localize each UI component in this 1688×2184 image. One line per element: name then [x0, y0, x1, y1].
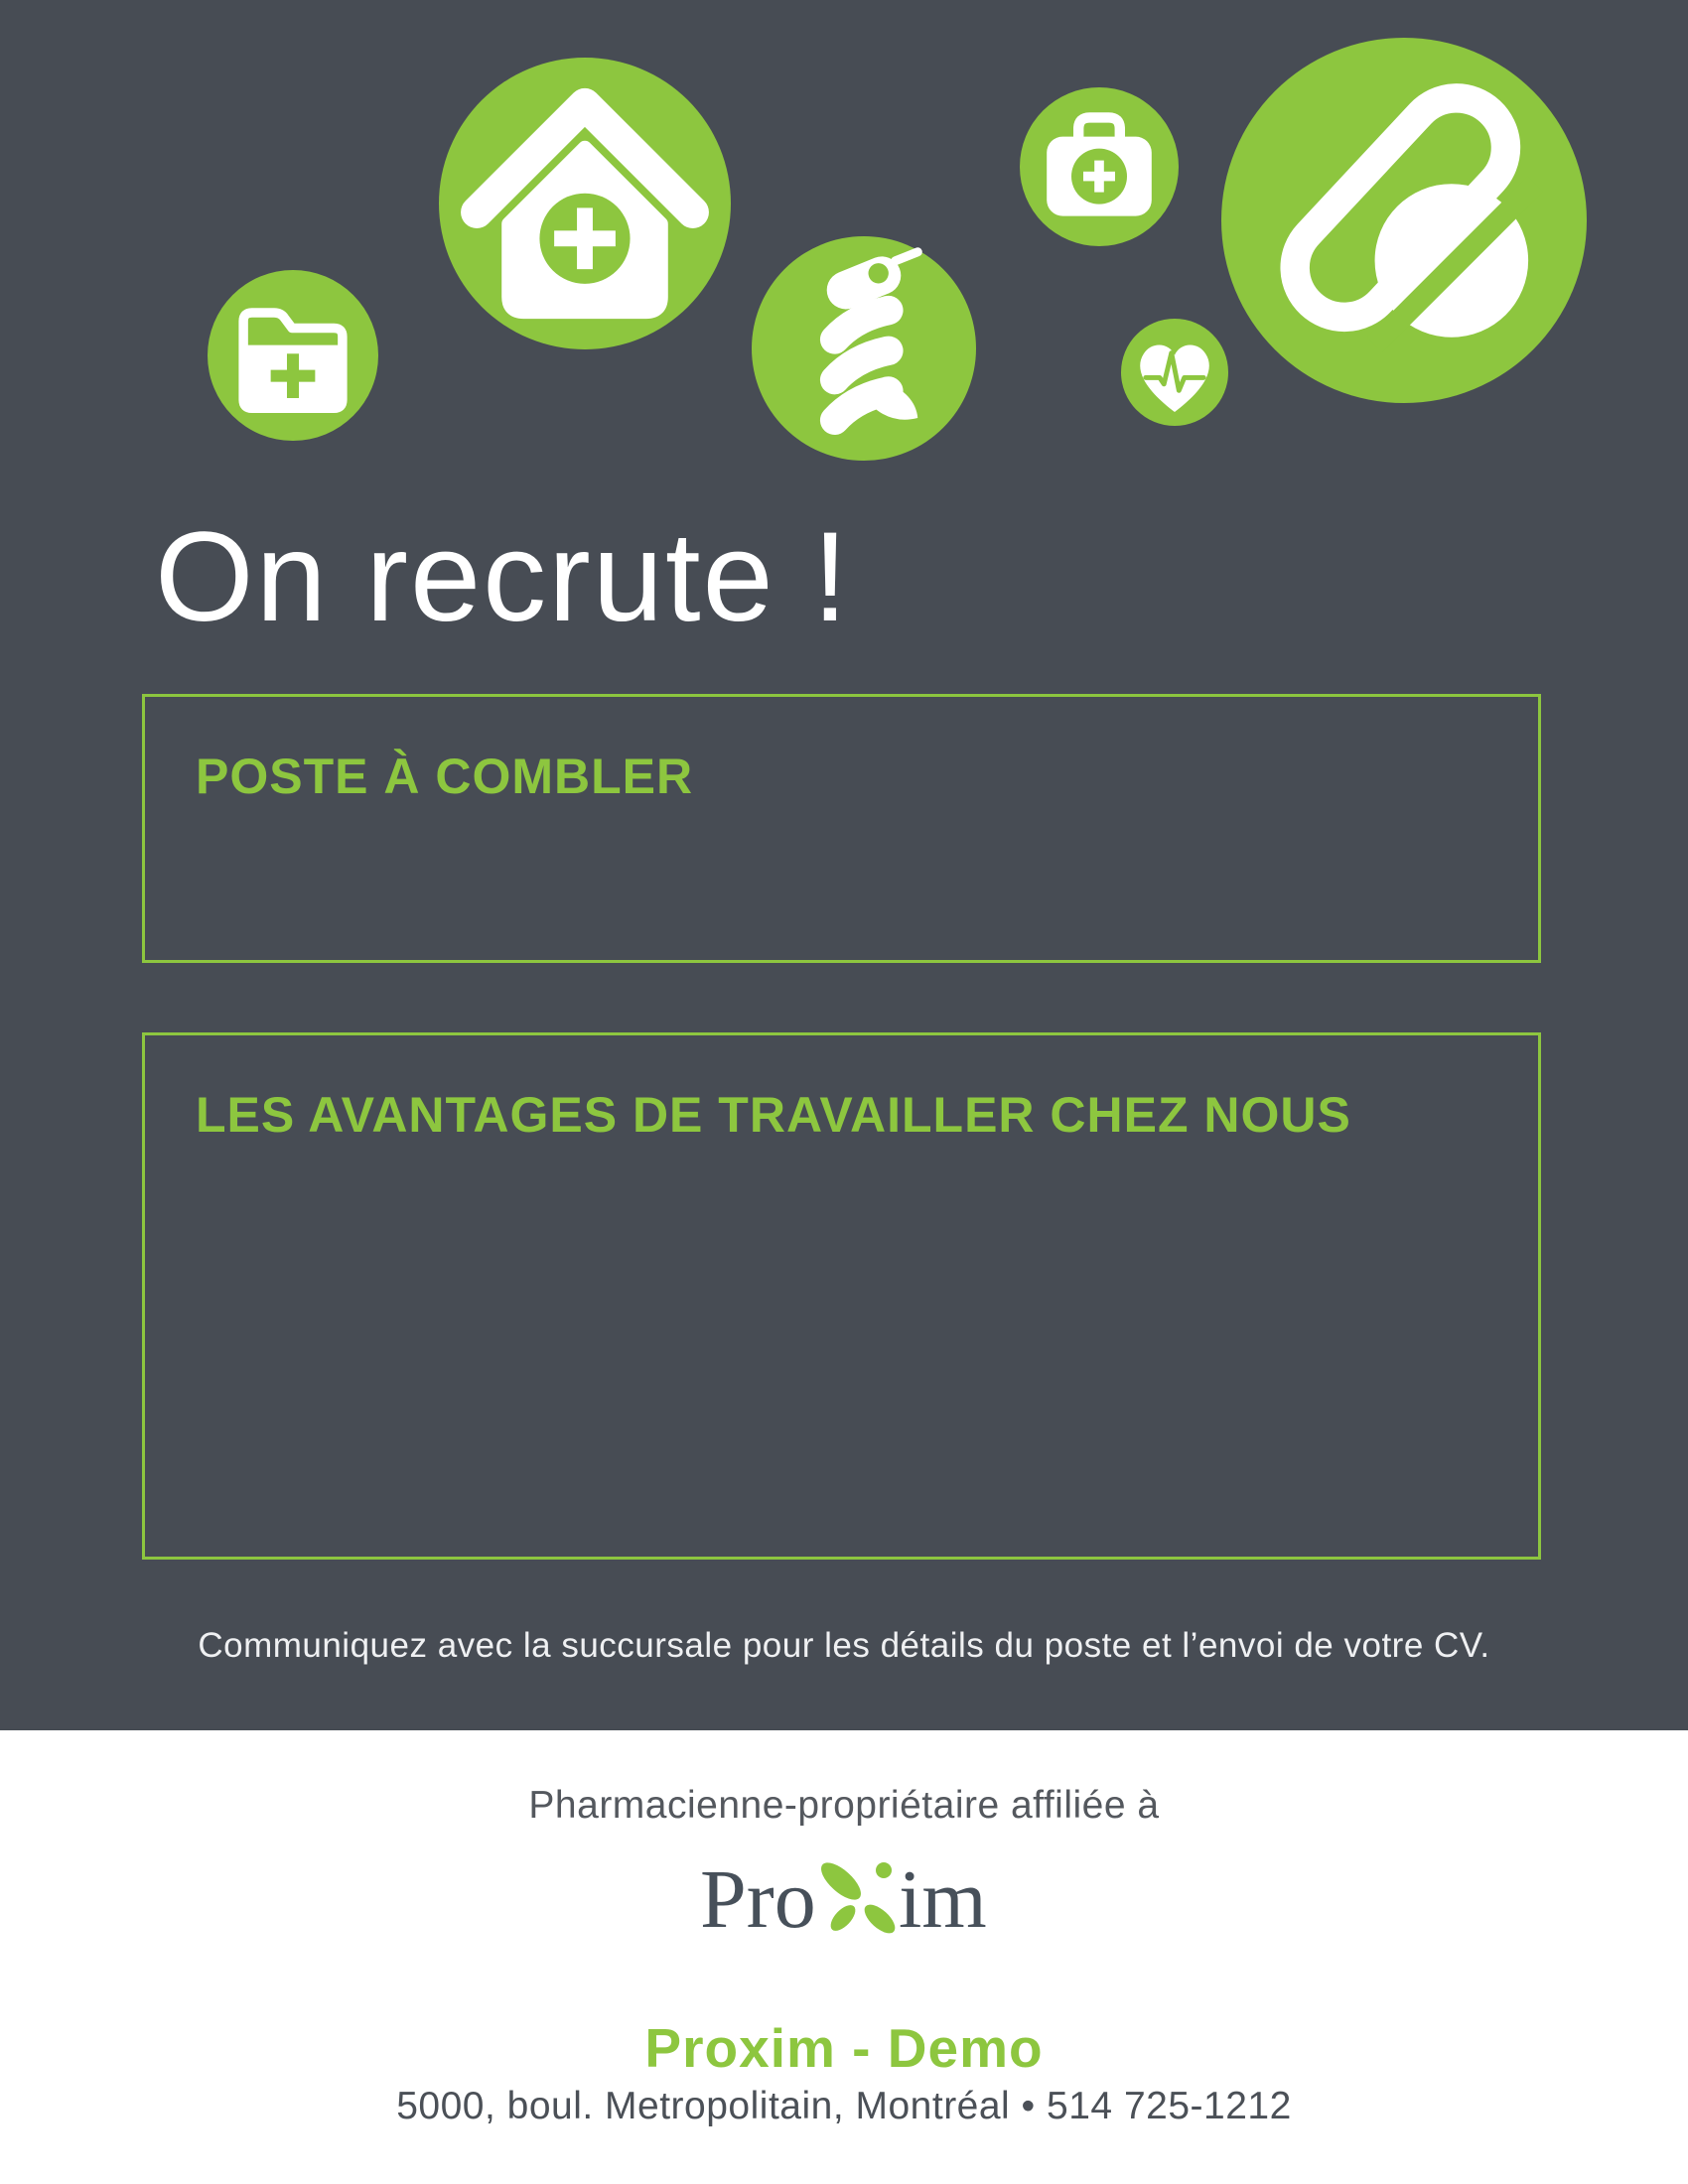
pharmacy-house-icon — [439, 58, 731, 349]
logo-leaf-x — [815, 1856, 900, 1938]
folder-plus-icon-svg — [208, 270, 378, 441]
folder-plus-icon — [208, 270, 378, 441]
position-box-label: POSTE À COMBLER — [196, 749, 694, 804]
benefits-box — [142, 1032, 1541, 1560]
capsule-pill-icon-svg — [1221, 38, 1587, 403]
first-aid-kit-icon — [1020, 87, 1179, 246]
benefits-box-label: LES AVANTAGES DE TRAVAILLER CHEZ NOUS — [196, 1087, 1351, 1143]
asclepius-snake-icon — [752, 236, 976, 461]
capsule-pill-icon — [1221, 38, 1587, 403]
store-name: Proxim - Demo — [644, 2017, 1044, 2079]
heart-pulse-icon-svg — [1121, 319, 1228, 426]
store-address: 5000, boul. Metropolitain, Montréal • 514 725-1212 — [396, 2085, 1292, 2127]
contact-note: Communiquez avec la succursale pour les détails du poste et l’envoi de votre CV. — [198, 1626, 1490, 1665]
logo-text-im: im — [899, 1855, 987, 1945]
footer — [0, 1730, 1688, 2184]
asclepius-snake-icon-svg — [752, 236, 976, 461]
page-title: On recrute ! — [155, 506, 850, 648]
position-box — [142, 694, 1541, 963]
proxim-logo — [700, 1855, 998, 1945]
first-aid-kit-icon-svg — [1020, 87, 1179, 246]
pharmacy-house-icon-svg — [439, 58, 731, 349]
heart-pulse-icon — [1121, 319, 1228, 426]
logo-text-pro: Pro — [700, 1855, 816, 1945]
proxim-logo-svg — [700, 1855, 998, 1945]
affiliation-line: Pharmacienne-propriétaire affiliée à — [528, 1784, 1160, 1827]
